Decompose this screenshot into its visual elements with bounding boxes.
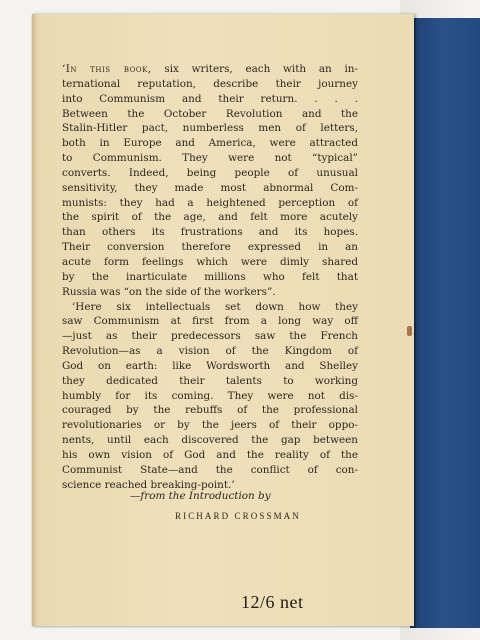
blurb-line: than others its frustrations and its hopes. (62, 226, 358, 239)
blurb-line: Their conversion therefore expressed in an (62, 241, 358, 254)
blurb-line: humbly for its coming. They were not dis- (62, 389, 358, 402)
blurb-line: into Communism and their return. . . . (62, 92, 358, 105)
blurb-line: Russia was “on the side of the workers”. (62, 285, 276, 298)
blurb-line: Between the October Revolution and the (62, 107, 358, 120)
blurb-line: couraged by the rebuffs of the professional (62, 404, 358, 417)
blurb-line: to Communism. They were not “typical” (62, 152, 358, 165)
blurb-line (62, 62, 358, 77)
price-label: 12/6 net (241, 592, 304, 612)
blurb-line: God on earth: like Wordsworth and Shelley (62, 359, 358, 372)
blurb-line: Stalin-Hitler pact, numberless men of letters, (62, 122, 358, 135)
blurb-line: Communist State—and the conflict of con- (62, 463, 358, 476)
blurb-text (62, 62, 358, 492)
blurb-line: the spirit of the age, and felt more acutely (62, 211, 358, 224)
flap-fold-shadow (32, 14, 38, 626)
blurb-line: by the inarticulate millions who felt that (62, 270, 358, 283)
book-board-cover (410, 18, 480, 628)
blurb-lead-smallcaps: ‘In this book, (62, 63, 152, 75)
author-name: RICHARD CROSSMAN (175, 511, 301, 521)
blurb-lead-rest: six writers, each with an in- (151, 63, 358, 75)
blurb-line: science reached breaking-point.’ (62, 478, 235, 491)
blurb-line: acute form feelings which were dimly shared (62, 255, 358, 268)
blurb-line: revolutionaries or by the jeers of their oppo- (62, 419, 358, 432)
page-stain (407, 326, 412, 336)
blurb-line: ‘Here six intellectuals set down how they (72, 300, 358, 313)
blurb-line: they dedicated their talents to working (62, 374, 358, 387)
blurb-line: Revolution—as a vision of the Kingdom of (62, 345, 358, 358)
blurb-line: nents, until each discovered the gap between (62, 434, 358, 447)
blurb-line: —just as their predecessors saw the French (62, 330, 358, 343)
attribution-text: —from the Introduction by (130, 490, 271, 502)
blurb-line: munists: they had a heightened perception of (62, 196, 358, 209)
blurb-line: ternational reputation, describe their journey (62, 77, 358, 90)
blurb-line: both in Europe and America, were attracted (62, 137, 358, 150)
blurb-line: converts. Indeed, being people of unusual (62, 166, 358, 179)
blurb-line: saw Communism at first from a long way off (62, 315, 358, 328)
blurb-line: his own vision of God and the reality of the (62, 448, 358, 461)
blurb-line: sensitivity, they made most abnormal Com- (62, 181, 358, 194)
